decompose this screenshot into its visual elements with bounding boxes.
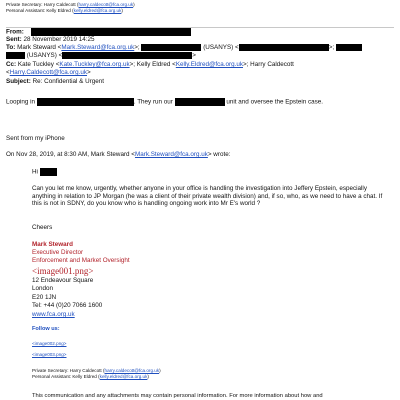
- redaction-block: [239, 44, 329, 51]
- cc-lt: <: [6, 69, 10, 76]
- paren-close: ): [147, 374, 149, 379]
- follow-us-label: Follow us:: [32, 326, 60, 332]
- signature-image-placeholder: <image001.png>: [32, 266, 94, 276]
- footer-personal-assistant-line: [32, 374, 149, 380]
- to-close: >: [192, 52, 196, 60]
- redaction-block: [175, 98, 225, 106]
- paren-close: ): [133, 2, 135, 7]
- cc-close: >: [87, 69, 91, 76]
- personal-assistant-line: [6, 8, 123, 14]
- sent-line: [6, 36, 95, 44]
- on-email-link[interactable]: Mark.Steward@fca.org.uk: [134, 151, 208, 158]
- disclaimer-text: This communication and any attachments may contain personal information. For more information about how and: [32, 393, 323, 399]
- subject-line: [6, 78, 104, 86]
- to-separator: >;: [328, 44, 335, 52]
- cc-separator: >; Harry Caldecott: [243, 61, 294, 68]
- signature-title-1: Executive Director: [32, 249, 84, 256]
- greeting: Hi: [32, 168, 38, 176]
- personal-assistant-email-link[interactable]: kelly.eldred@fca.org.uk: [73, 8, 122, 13]
- redaction-block: [336, 44, 362, 51]
- footer-personal-assistant-email-link[interactable]: kelly.eldred@fca.org.uk: [99, 374, 148, 379]
- cc-line-2: [6, 69, 91, 77]
- personal-assistant-label: Personal Assistant: Kelly Eldred (: [6, 8, 74, 13]
- sent-value: 28 November 2019 14:25: [23, 36, 95, 43]
- to-separator: >;: [134, 44, 140, 52]
- cc-name: Kate Tuckley <: [17, 61, 60, 68]
- image003-link[interactable]: <image003.png>: [32, 352, 67, 357]
- redaction-block: [31, 28, 191, 36]
- redaction-block: [6, 52, 25, 59]
- cc-email-link[interactable]: Kelly.Eldred@fca.org.uk: [175, 61, 243, 68]
- quoted-body: Can you let me know, urgently, whether anyone in your office is handling the investigation into Jeffery Epstein, especially anything in relation to JP Morgan (he was a client of their private wealth division) and, if so, who, as we need to have a chat. If this is not in SDNY, do you know who is handling ongoing work into Mr E's world ?: [32, 185, 383, 208]
- website-link[interactable]: www.fca.org.uk: [32, 311, 75, 318]
- signature-name: Mark Steward: [32, 241, 73, 248]
- usanys-label: (USANYS) <: [203, 44, 239, 52]
- redaction-block: [40, 168, 57, 176]
- private-secretary-email-link[interactable]: harry.caldecott@fca.org.uk: [78, 2, 134, 7]
- cc-email-link[interactable]: Harry.Caldecott@fca.org.uk: [9, 69, 88, 76]
- sent-from-line: [6, 135, 65, 143]
- address-line-2: London: [32, 285, 54, 292]
- cheers: Cheers: [32, 224, 53, 231]
- paren-close: ): [159, 368, 161, 373]
- image002-link[interactable]: <image002.png>: [32, 341, 67, 346]
- footer-private-secretary-label: Private Secretary: Harry Caldecott (: [32, 368, 105, 373]
- footer-private-secretary-email-link[interactable]: harry.caldecott@fca.org.uk: [104, 368, 160, 373]
- signature-title-2: Enforcement and Market Oversight: [32, 257, 130, 264]
- on-wrote: > wrote:: [207, 151, 231, 158]
- cc-label: Cc:: [6, 61, 17, 68]
- body-looping: Looping in: [6, 98, 36, 106]
- body-looping-line: [6, 98, 323, 106]
- body-they-run: . They run our: [133, 98, 173, 106]
- subject-value: Re: Confidential & Urgent: [32, 78, 104, 85]
- address-line-3: E20 1JN: [32, 294, 57, 301]
- cheers-line: [32, 224, 52, 232]
- paren-close: ): [121, 8, 123, 13]
- from-label: From:: [6, 28, 24, 36]
- greeting-line: [32, 168, 57, 176]
- redaction-block: [141, 44, 201, 51]
- redaction-block: [37, 98, 134, 106]
- telephone: Tel: +44 (0)20 7066 1600: [32, 302, 103, 309]
- body-unit: unit and oversee the Epstein case.: [226, 98, 324, 106]
- cc-separator: >; Kelly Eldred <: [129, 61, 176, 68]
- on-date: On Nov 28, 2019, at 8:30 AM, Mark Steward <: [6, 151, 135, 158]
- cc-line: [6, 61, 294, 69]
- to-email-link[interactable]: Mark.Steward@fca.org.uk: [61, 44, 135, 52]
- usanys-label: (USANYS) <: [26, 52, 63, 60]
- address-line-1: 12 Endeavour Square: [32, 277, 94, 284]
- private-secretary-label: Private Secretary: Harry Caldecott (: [6, 2, 79, 7]
- sent-from: Sent from my iPhone: [6, 135, 65, 142]
- to-line-2: [6, 52, 196, 60]
- to-line: [6, 44, 362, 52]
- to-name: Mark Steward <: [17, 44, 62, 52]
- sent-label: Sent:: [6, 36, 22, 43]
- subject-label: Subject:: [6, 78, 31, 85]
- redaction-block: [62, 52, 192, 59]
- footer-personal-assistant-label: Personal Assistant: Kelly Eldred (: [32, 374, 100, 379]
- cc-email-link[interactable]: Kate.Tuckley@fca.org.uk: [59, 61, 130, 68]
- to-label: To:: [6, 44, 16, 52]
- on-date-line: [6, 151, 230, 159]
